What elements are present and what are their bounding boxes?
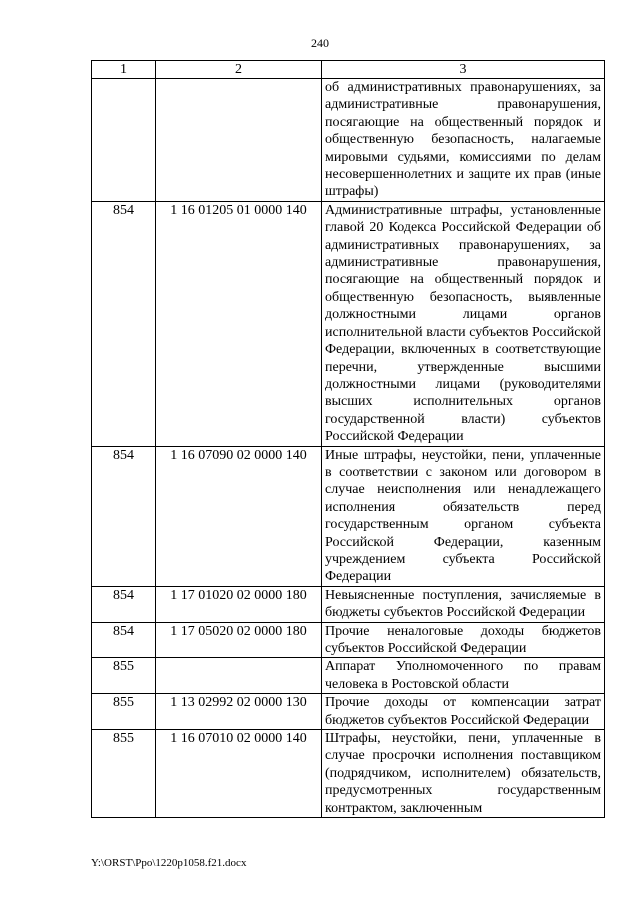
admin-code-cell: 854 — [92, 446, 156, 586]
revenue-code-cell: 1 16 07010 02 0000 140 — [156, 730, 322, 818]
admin-code-cell: 855 — [92, 730, 156, 818]
description-cell: Невыясненные поступления, зачисляемые в бюджеты субъектов Российской Федерации — [322, 586, 605, 622]
table-row — [92, 694, 605, 730]
description-cell: Иные штрафы, неустойки, пени, уплаченные в соответствии с законом или договором в случае неисполнения или ненадлежащего исполнения обязательств перед государственным органом субъекта Российской Федерации, казенным учреждением субъекта Российской Федерации — [322, 446, 605, 586]
revenue-code-cell: 1 13 02992 02 0000 130 — [156, 694, 322, 730]
description-cell: об административных правонарушениях, за административные правонарушения, посягающие на общественный порядок и общественную безопасность, налагаемые мировыми судьями, комиссиями по делам несовершеннолетних и защите их прав (иные штрафы) — [322, 79, 605, 202]
description-cell: Административные штрафы, установленные главой 20 Кодекса Российской Федерации об административных правонарушениях, за административные правонарушения, посягающие на общественный порядок и общественную безопасность, выявленные должностными лицами органов исполнительной власти субъектов Российской Федерации, включенных в соответствующие перечни, утвержденные высшими должностными лицами (руководителями высших исполнительных органов государственной власти) субъектов Российской Федерации — [322, 201, 605, 446]
admin-code-cell — [92, 79, 156, 202]
page-number: 240 — [311, 36, 329, 50]
revenue-code-cell: 1 17 05020 02 0000 180 — [156, 622, 322, 658]
revenue-code-cell: 1 17 01020 02 0000 180 — [156, 586, 322, 622]
description-cell: Аппарат Уполномоченного по правам человека в Ростовской области — [322, 658, 605, 694]
table-row — [92, 658, 605, 694]
revenue-table — [91, 60, 605, 818]
table-header-row — [92, 61, 605, 79]
admin-code-cell: 855 — [92, 694, 156, 730]
revenue-code-cell: 1 16 07090 02 0000 140 — [156, 446, 322, 586]
revenue-code-cell: 1 16 01205 01 0000 140 — [156, 201, 322, 446]
admin-code-cell: 854 — [92, 622, 156, 658]
table-row — [92, 446, 605, 586]
admin-code-cell: 855 — [92, 658, 156, 694]
revenue-code-cell — [156, 79, 322, 202]
table-row — [92, 730, 605, 818]
table-row — [92, 79, 605, 202]
table-row — [92, 586, 605, 622]
column-header-1: 1 — [92, 61, 156, 79]
admin-code-cell: 854 — [92, 586, 156, 622]
description-cell: Штрафы, неустойки, пени, уплаченные в случае просрочки исполнения поставщиком (подрядчиком, исполнителем) обязательств, предусмотренных государственным контрактом, заключенным — [322, 730, 605, 818]
table-row — [92, 622, 605, 658]
description-cell: Прочие неналоговые доходы бюджетов субъектов Российской Федерации — [322, 622, 605, 658]
column-header-3: 3 — [322, 61, 605, 79]
admin-code-cell: 854 — [92, 201, 156, 446]
file-path-footer: Y:\ORST\Ppo\1220p1058.f21.docx — [91, 857, 247, 869]
revenue-code-cell — [156, 658, 322, 694]
description-cell: Прочие доходы от компенсации затрат бюджетов субъектов Российской Федерации — [322, 694, 605, 730]
table-row — [92, 201, 605, 446]
column-header-2: 2 — [156, 61, 322, 79]
